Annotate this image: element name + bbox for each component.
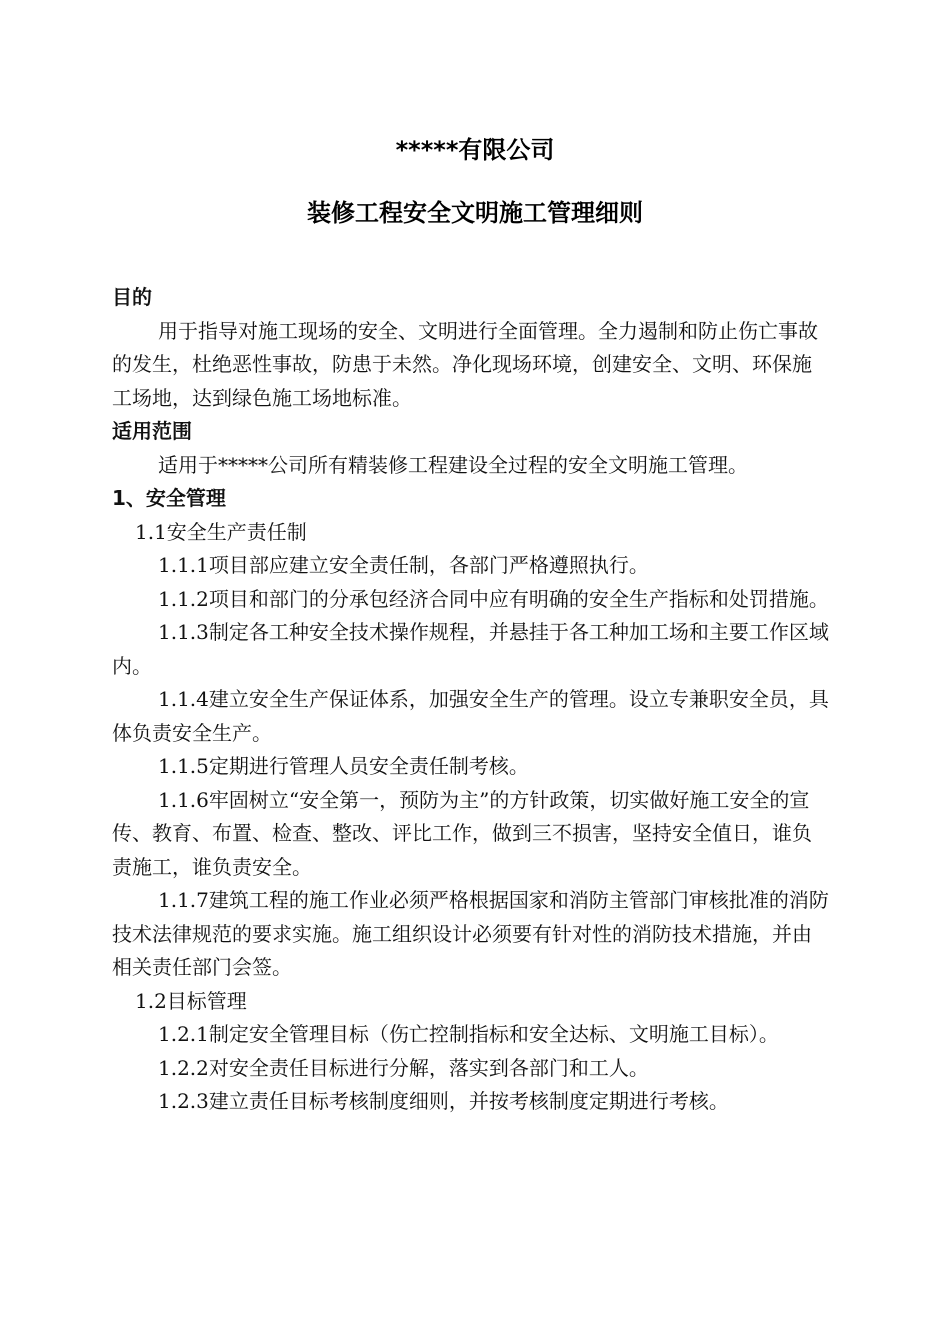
clause-1-2-2: 1.2.2对安全责任目标进行分解，落实到各部门和工人。 xyxy=(158,1055,649,1080)
document-body xyxy=(112,281,830,1119)
subsection-heading-1-2: 1.2目标管理 xyxy=(135,988,247,1013)
subsection-heading-1-1: 1.1安全生产责任制 xyxy=(135,519,307,544)
section-heading-purpose: 目的 xyxy=(112,285,152,309)
section-heading-scope: 适用范围 xyxy=(112,419,192,443)
clause-1-1-7: 1.1.7建筑工程的施工作业必须严格根据国家和消防主管部门审核批准的消防技术法律规范的要求实施。施工组织设计必须要有针对性的消防技术措施，并由相关责任部门会签。 xyxy=(112,888,829,979)
clause-1-1-4: 1.1.4建立安全生产保证体系，加强安全生产的管理。设立专兼职安全员，具体负责安全生产。 xyxy=(112,687,829,745)
clause-1-1-1: 1.1.1项目部应建立安全责任制，各部门严格遵照执行。 xyxy=(158,553,649,577)
paragraph-scope: 适用于*****公司所有精装修工程建设全过程的安全文明施工管理。 xyxy=(158,452,748,477)
clause-1-1-6: 1.1.6牢固树立“安全第一，预防为主”的方针政策，切实做好施工安全的宣传、教育、布置、检查、整改、评比工作，做到三不损害，坚持安全值日，谁负责施工，谁负责安全。 xyxy=(112,787,812,879)
document-title: 装修工程安全文明施工管理细则 xyxy=(307,199,643,227)
paragraph-purpose: 用于指导对施工现场的安全、文明进行全面管理。全力遏制和防止伤亡事故的发生，杜绝恶性事故，防患于未然。净化现场环境，创建安全、文明、环保施工场地，达到绿色施工场地标准。 xyxy=(112,318,818,410)
clause-1-1-2: 1.1.2项目和部门的分承包经济合同中应有明确的安全生产指标和处罚措施。 xyxy=(158,586,829,611)
clause-1-2-3: 1.2.3建立责任目标考核制度细则，并按考核制度定期进行考核。 xyxy=(158,1089,729,1113)
section-heading-safety: 1、安全管理 xyxy=(112,486,226,510)
clause-1-1-5: 1.1.5定期进行管理人员安全责任制考核。 xyxy=(158,754,529,778)
clause-1-1-3: 1.1.3制定各工种安全技术操作规程，并悬挂于各工种加工场和主要工作区域内。 xyxy=(112,620,829,678)
company-title: *****有限公司 xyxy=(395,136,555,164)
clause-1-2-1: 1.2.1制定安全管理目标（伤亡控制指标和安全达标、文明施工目标）。 xyxy=(158,1022,779,1046)
